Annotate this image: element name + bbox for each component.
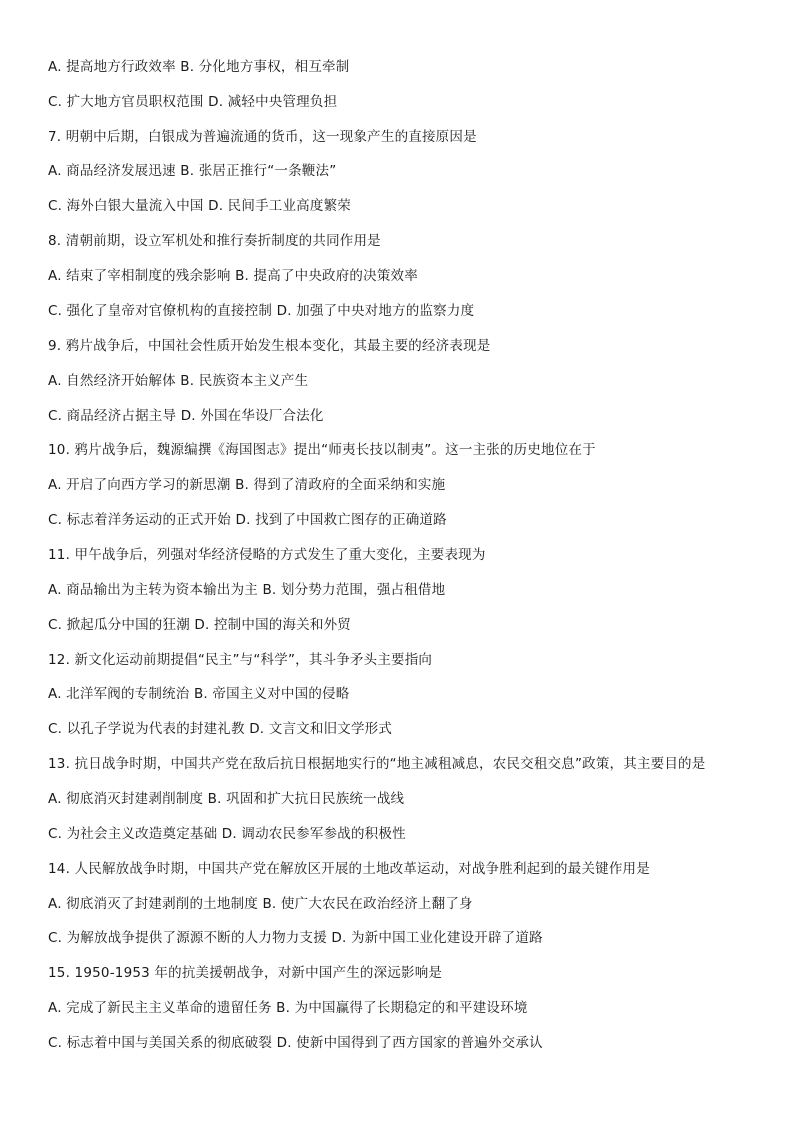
option-line: A. 开启了向西方学习的新思潮 B. 得到了清政府的全面采纳和实施: [48, 477, 446, 493]
option-line: A. 提高地方行政效率 B. 分化地方事权，相互牵制: [48, 59, 350, 75]
question-10: 10. 鸦片战争后，魏源编撰《海国图志》提出“师夷长技以制夷”。这一主张的历史地位在于: [48, 442, 596, 458]
option-line: C. 以孔子学说为代表的封建礼教 D. 文言文和旧文学形式: [48, 721, 393, 737]
question-8: 8. 清朝前期，设立军机处和推行奏折制度的共同作用是: [48, 233, 381, 249]
option-line: C. 海外白银大量流入中国 D. 民间手工业高度繁荣: [48, 198, 351, 214]
option-line: A. 完成了新民主主义革命的遗留任务 B. 为中国赢得了长期稳定的和平建设环境: [48, 1000, 528, 1016]
option-line: A. 结束了宰相制度的残余影响 B. 提高了中央政府的决策效率: [48, 268, 418, 284]
option-line: A. 自然经济开始解体 B. 民族资本主义产生: [48, 373, 309, 389]
option-line: A. 彻底消灭了封建剥削的土地制度 B. 使广大农民在政治经济上翻了身: [48, 896, 473, 912]
question-15: 15. 1950-1953 年的抗美援朝战争，对新中国产生的深远影响是: [48, 965, 443, 981]
option-line: A. 北洋军阀的专制统治 B. 帝国主义对中国的侵略: [48, 686, 350, 702]
option-line: C. 为解放战争提供了源源不断的人力物力支援 D. 为新中国工业化建设开辟了道路: [48, 930, 543, 946]
option-line: C. 标志着洋务运动的正式开始 D. 找到了中国救亡图存的正确道路: [48, 512, 447, 528]
option-line: C. 扩大地方官员职权范围 D. 减轻中央管理负担: [48, 94, 338, 110]
option-line: C. 商品经济占据主导 D. 外国在华设厂合法化: [48, 408, 324, 424]
option-line: C. 标志着中国与美国关系的彻底破裂 D. 使新中国得到了西方国家的普遍外交承认: [48, 1035, 543, 1051]
option-line: A. 商品经济发展迅速 B. 张居正推行“一条鞭法”: [48, 163, 337, 179]
question-14: 14. 人民解放战争时期，中国共产党在解放区开展的土地改革运动，对战争胜利起到的最关键作用是: [48, 861, 650, 877]
option-line: C. 为社会主义改造奠定基础 D. 调动农民参军参战的积极性: [48, 826, 406, 842]
option-line: C. 掀起瓜分中国的狂潮 D. 控制中国的海关和外贸: [48, 617, 351, 633]
question-7: 7. 明朝中后期，白银成为普遍流通的货币，这一现象产生的直接原因是: [48, 129, 477, 145]
question-11: 11. 甲午战争后，列强对华经济侵略的方式发生了重大变化，主要表现为: [48, 547, 486, 563]
question-9: 9. 鸦片战争后，中国社会性质开始发生根本变化，其最主要的经济表现是: [48, 338, 491, 354]
question-12: 12. 新文化运动前期提倡“民主”与“科学”，其斗争矛头主要指向: [48, 652, 433, 668]
question-13: 13. 抗日战争时期，中国共产党在敌后抗日根据地实行的“地主减租减息，农民交租交息”政策，其主要目的是: [48, 756, 706, 772]
option-line: A. 彻底消灭封建剥削制度 B. 巩固和扩大抗日民族统一战线: [48, 791, 405, 807]
option-line: C. 强化了皇帝对官僚机构的直接控制 D. 加强了中央对地方的监察力度: [48, 303, 475, 319]
option-line: A. 商品输出为主转为资本输出为主 B. 划分势力范围，强占租借地: [48, 582, 446, 598]
